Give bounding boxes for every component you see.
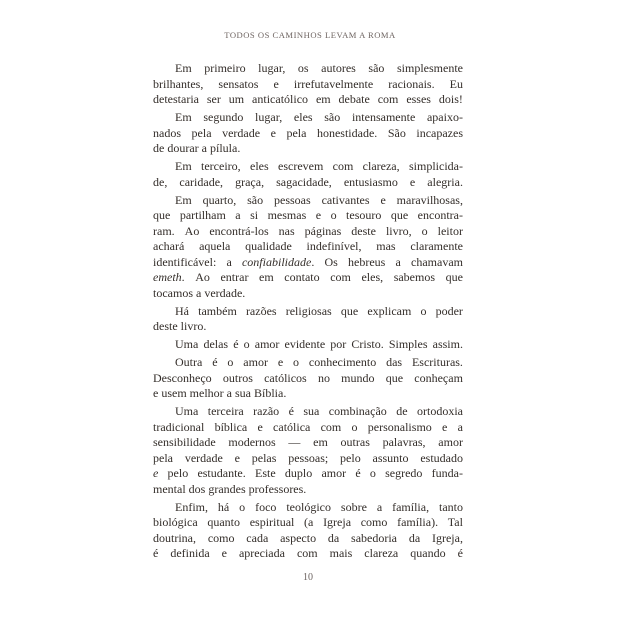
text-line: é definida e apreciada com mais clareza quando é — [153, 546, 463, 560]
paragraph — [153, 304, 463, 335]
text-line: Em segundo lugar, eles são intensamente apaixo- — [175, 110, 463, 124]
text-line: Em quarto, são pessoas cativantes e maravilhosas, — [175, 192, 463, 207]
text-line: ram. Ao encontrá-los nas páginas deste livro, o leitor — [153, 223, 463, 238]
text-line: Em primeiro lugar, os autores são simplesmente — [175, 61, 463, 75]
text-line: achará aquela qualidade indefinível, mas claramente — [153, 239, 463, 253]
text-line: identificável: a confiabilidade. Os hebreus a chamavam — [153, 254, 463, 269]
text-line: detestaria ser um anticatólico em debate com esses dois! — [153, 92, 463, 106]
paragraph — [153, 193, 463, 302]
paragraph — [153, 500, 463, 562]
text-line: Em terceiro, eles escrevem com clareza, simplicida- — [175, 159, 463, 173]
page-number: 10 — [303, 572, 313, 583]
text-line: tocamos a verdade. — [153, 285, 246, 300]
text-line: Uma delas é o amor evidente por Cristo. Simples assim. — [175, 337, 463, 351]
text-line: deste livro. — [153, 319, 207, 333]
text-line: Desconheço outros católicos no mundo que conheçam — [153, 370, 463, 385]
text-line: biológica quanto espiritual (a Igreja como família). Tal — [153, 515, 463, 529]
text-line: sensibilidade modernos — em outras palavras, amor — [153, 435, 463, 449]
paragraph — [153, 404, 463, 497]
text-line: Há também razões religiosas que explicam o poder — [175, 303, 463, 318]
page-body — [153, 61, 463, 562]
text-line: brilhantes, sensatos e irrefutavelmente racionais. Eu — [153, 76, 463, 91]
paragraph — [153, 355, 463, 402]
text-line: de dourar a pílula. — [153, 141, 241, 155]
paragraph — [153, 159, 463, 190]
text-line: de, caridade, graça, sagacidade, entusiasmo e alegria. — [153, 174, 463, 189]
text-line: e usem melhor a sua Bíblia. — [153, 386, 287, 400]
text-line: pela verdade e pelas pessoas; pelo assunto estudado — [153, 450, 463, 465]
running-header: TODOS OS CAMINHOS LEVAM A ROMA — [224, 30, 396, 40]
paragraph — [153, 110, 463, 157]
text-line: Uma terceira razão é sua combinação de ortodoxia — [175, 404, 463, 418]
text-line: tradicional bíblica e católica com o personalismo e a — [153, 419, 463, 434]
text-line: e pelo estudante. Este duplo amor é o segredo funda- — [153, 466, 463, 480]
text-line: Enfim, há o foco teológico sobre a família, tanto — [175, 499, 463, 514]
paragraph — [153, 337, 463, 353]
text-line: que partilham a si mesmas e o tesouro que encontra- — [153, 208, 463, 222]
text-line: doutrina, como cada aspecto da sabedoria da Igreja, — [153, 530, 463, 545]
paragraph — [153, 61, 463, 108]
text-line: nados pela verdade e pela honestidade. São incapazes — [153, 125, 463, 140]
text-line: Outra é o amor e o conhecimento das Escrituras. — [175, 355, 463, 369]
text-line: mental dos grandes professores. — [153, 481, 307, 496]
text-line: emeth. Ao entrar em contato com eles, sabemos que — [153, 270, 463, 284]
